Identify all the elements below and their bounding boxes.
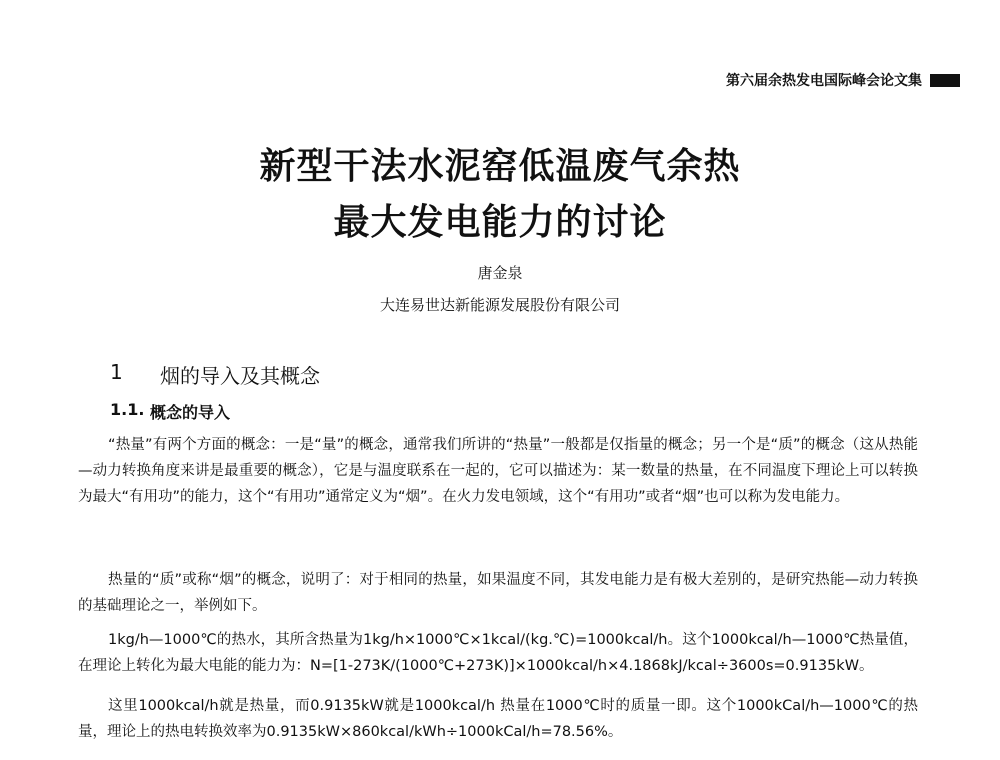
paragraph: 热量的“质”或称“烟”的概念，说明了：对于相同的热量，如果温度不同，其发电能力是有极大差别的，是研究热能—动力转换的基础理论之一，举例如下。 bbox=[78, 572, 918, 614]
journal-title: 第六届余热发电国际峰会论文集 bbox=[726, 73, 922, 89]
journal-header bbox=[726, 70, 960, 90]
paper-title-line2: 最大发电能力的讨论 bbox=[333, 202, 667, 243]
paper-title-line1: 新型干法水泥窑低温废气余热 bbox=[259, 146, 741, 187]
subsection-heading bbox=[110, 400, 230, 423]
section-title: 烟的导入及其概念 bbox=[160, 364, 320, 388]
affiliation: 大连易世达新能源发展股份有限公司 bbox=[379, 296, 620, 314]
paragraph: 这里1000kcal/h就是热量，而0.9135kW就是1000kcal/h 热量在1000℃时的质量一即。这个1000kCal/h—1000℃的热量，理论上的热电转换效率为0.9135kW×860kcal/kWh÷1000kCal/h=78.56%。 bbox=[78, 698, 918, 740]
author: 唐金泉 bbox=[477, 264, 523, 282]
header-bar bbox=[930, 74, 960, 87]
subsection-number: 1.1. bbox=[110, 400, 145, 419]
paragraph: 1kg/h—1000℃的热水，其所含热量为1kg/h×1000℃×1kcal/(kg.℃)=1000kcal/h。这个1000kcal/h—1000℃热量值，在理论上转化为最大电能的能力为：N=[1-273K/(1000℃+273K)]×1000kcal/h×4.1868kJ/kcal÷3600s=0.9135kW。 bbox=[78, 632, 918, 674]
subsection-title: 概念的导入 bbox=[150, 403, 231, 422]
section-number: 1 bbox=[110, 360, 123, 384]
paragraph: “热量”有两个方面的概念：一是“量”的概念，通常我们所讲的“热量”一般都是仅指量的概念；另一个是“质”的概念（这从热能—动力转换角度来讲是最重要的概念），它是与温度联系在一起的，它可以描述为：某一数量的热量，在不同温度下理论上可以转换为最大“有用功”的能力，这个“有用功”通常定义为“烟”。在火力发电领域，这个“有用功”或者“烟”也可以称为发电能力。 bbox=[78, 437, 918, 505]
section-heading bbox=[110, 360, 320, 389]
